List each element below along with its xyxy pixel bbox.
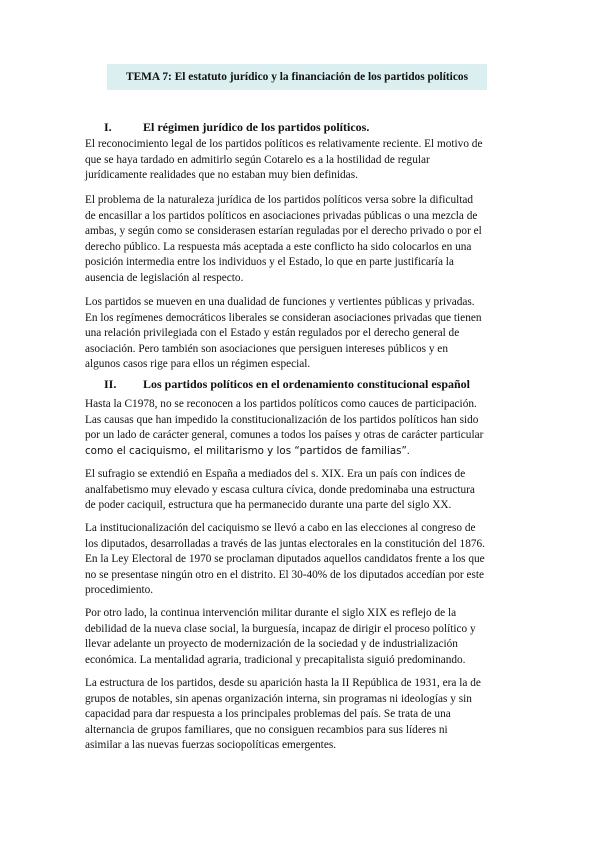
text-line: económica. La mentalidad agraria, tradicional y precapitalista siguió predominando. <box>85 653 466 666</box>
section-2-paragraph-2 <box>85 467 517 514</box>
text-line: En la Ley Electoral de 1970 se proclaman diputados aquellos candidatos frente a los que <box>85 553 485 566</box>
section-1-paragraph-2 <box>85 193 517 287</box>
text-line: por un lado de carácter general, comunes a todos los países y otras de carácter particular <box>85 429 484 442</box>
text-line: Los partidos se mueven en una dualidad de funciones y vertientes públicas y privadas. <box>85 296 475 308</box>
section-1-number: I. <box>104 120 112 134</box>
text-line: algunos casos rige para ellos un régimen especial. <box>85 358 311 371</box>
text-line: alternancia de grupos familiares, que no consiguen recambios para sus líderes ni <box>85 723 448 736</box>
section-2-paragraph-3 <box>85 521 517 599</box>
text-line: La estructura de los partidos, desde su aparición hasta la II República de 1931, era la de <box>85 677 481 689</box>
text-line: no se presentase ningún otro en el distrito. El 30-40% de los diputados accedían por este <box>85 568 485 581</box>
text-line: Las causas que han impedido la constitucionalización de los partidos políticos han sido <box>85 413 479 426</box>
text-line: capacidad para dar respuesta a los principales problemas del país. Se trata de una <box>85 708 451 721</box>
text-line: jurídicamente realidades que no estaban muy bien definidas. <box>85 169 358 182</box>
text-line: Hasta la C1978, no se reconocen a los partidos políticos como cauces de participación. <box>85 398 477 410</box>
section-2-paragraph-5 <box>85 676 517 754</box>
text-line: los diputados, desarrolladas a través de las juntas electorales en la constitución del 1876. <box>85 537 485 550</box>
highlighted-causes-text: como el caciquismo, el militarismo y los “partidos de familias” <box>85 444 407 457</box>
text-line: asociación. Pero también son asociaciones que persiguen intereses públicos y en <box>85 342 448 355</box>
section-1-title: El régimen jurídico de los partidos políticos. <box>143 120 370 134</box>
section-1-heading <box>104 120 369 135</box>
text-line: posición intermedia entre los individuos y el Estado, lo que en parte justificaría la <box>85 256 454 269</box>
text-line: ausencia de legislación al respecto. <box>85 271 244 284</box>
sentence-end: . <box>406 444 410 457</box>
section-2-paragraph-4 <box>85 606 517 668</box>
text-line: una relación privilegiada con el Estado y están regulados por el derecho general de <box>85 327 460 340</box>
text-line: asimilar a las nuevas fuerzas sociopolíticas emergentes. <box>85 739 337 752</box>
text-line: grupos de notables, sin apenas organización interna, sin programas ni ideologías y sin <box>85 692 472 705</box>
document-title: TEMA 7: El estatuto jurídico y la financiación de los partidos políticos <box>107 64 487 90</box>
text-line: La institucionalización del caciquismo se llevó a cabo en las elecciones al congreso de <box>85 522 476 534</box>
text-line <box>85 444 517 460</box>
text-line: En los regímenes democráticos liberales se consideran asociaciones privadas que tienen <box>85 311 482 324</box>
section-2-title: Los partidos políticos en el ordenamiento constitucional español <box>143 377 471 391</box>
section-1-paragraph-1 <box>85 137 517 184</box>
text-line: de poder caciquil, estructura que ha permanecido durante una parte del siglo XX. <box>85 499 452 512</box>
text-line: El problema de la naturaleza jurídica de los partidos políticos versa sobre la dificultad <box>85 194 474 206</box>
section-1-paragraph-3 <box>85 295 517 373</box>
text-line: llevar adelante un proyecto de modernización de la sociedad y de industrialización <box>85 638 458 651</box>
section-2-number: II. <box>104 377 117 391</box>
section-2-paragraph-1 <box>85 397 517 459</box>
text-line: procedimiento. <box>85 584 154 597</box>
text-line: ambas, y según como se considerasen estarían reguladas por el derecho privado o por el <box>85 225 482 238</box>
text-line: El sufragio se extendió en España a mediados del s. XIX. Era un país con índices de <box>85 468 466 480</box>
text-line: El reconocimiento legal de los partidos políticos es relativamente reciente. El motivo de <box>85 138 483 150</box>
text-line: que se haya tardado en admitirlo según Cotarelo es a la hostilidad de regular <box>85 153 430 166</box>
text-line: derecho público. La respuesta más aceptada a este conflicto ha sido colocarlos en una <box>85 240 472 253</box>
text-line: debilidad de la nueva clase social, la burguesía, incapaz de dirigir el proceso político y <box>85 622 476 635</box>
text-line: analfabetismo muy elevado y escasa cultura cívica, donde predominaba una estructura <box>85 483 475 496</box>
section-2-heading <box>104 377 470 392</box>
text-line: de encasillar a los partidos políticos en asociaciones privadas públicas o una mezcla de <box>85 209 478 222</box>
text-line: Por otro lado, la continua intervención militar durante el siglo XIX es reflejo de la <box>85 607 457 619</box>
